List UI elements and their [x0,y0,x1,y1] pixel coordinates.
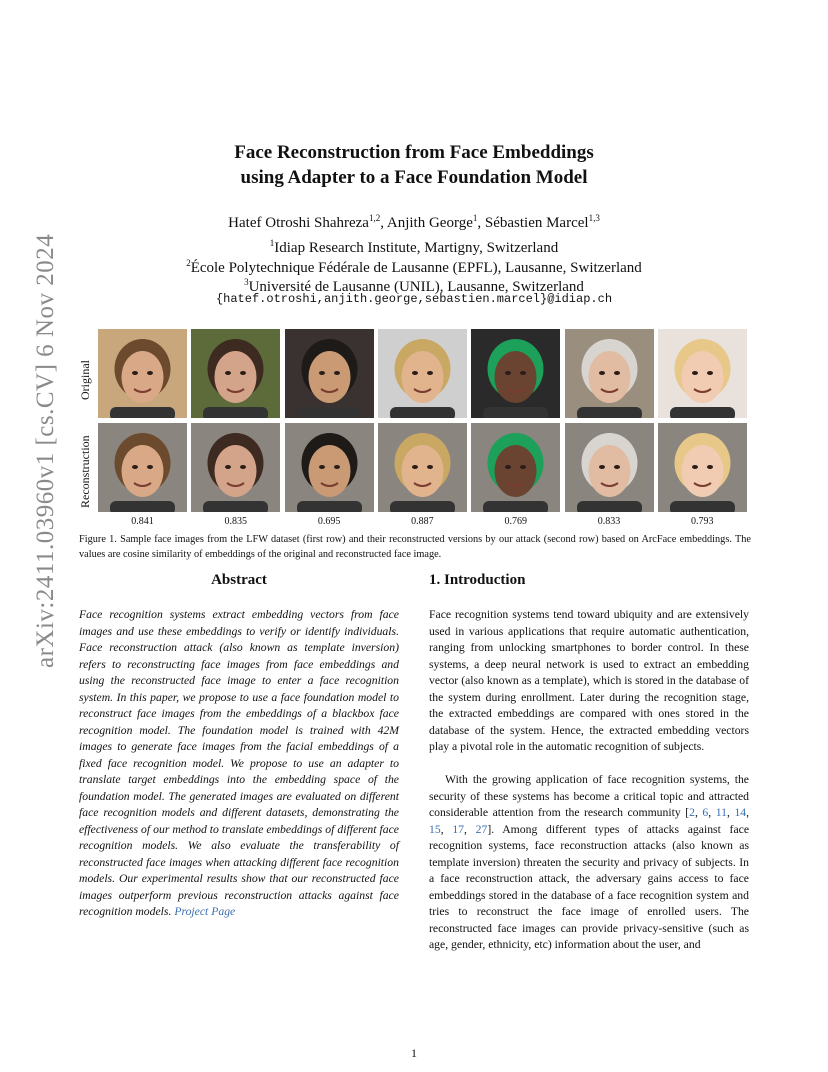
row-label-reconstruction: Reconstruction [78,435,92,508]
reconstructed-face-6 [565,423,654,512]
similarity-score-4: 0.887 [411,516,434,527]
affiliation-1-text: Idiap Research Institute, Martigny, Switzerland [274,240,559,256]
reconstructed-face-1 [98,423,187,512]
citation-14[interactable]: 14 [734,806,747,819]
reconstructed-face-5 [471,423,560,512]
abstract-body [79,607,399,921]
author-emails: {hatef.otroshi,anjith.george,sebastien.marcel}@idiap.ch [215,292,613,306]
similarity-score-5: 0.769 [504,516,527,527]
author-3: Sébastien Marcel [484,215,589,231]
author-list: Hatef Otroshi Shahreza$^{1,2}$, Anjith George$^1$, Sébastien Marcel$^{1,3}$ [228,213,600,231]
citation-2[interactable]: 2 [689,806,695,819]
reconstructed-face-2 [191,423,280,512]
arxiv-stamp: arXiv:2411.03960v1 [cs.CV] 6 Nov 2024 [32,233,59,668]
affiliation-3-sup: 3 [244,277,249,287]
citation-list: 2, 6, 11, 14, 15, 17, 27 [429,806,750,836]
project-page-link[interactable]: Project Page [174,905,236,918]
similarity-score-6: 0.833 [597,516,621,527]
original-face-2 [191,329,280,418]
citation-11[interactable]: 11 [715,806,727,819]
title-line-2: using Adapter to a Face Foundation Model [240,167,588,188]
reconstructed-face-7 [658,423,747,512]
row-label-original: Original [78,360,92,400]
author-1-sup: 1,2 [368,213,381,223]
reconstructed-face-3 [285,423,374,512]
affiliation-3-text: Université de Lausanne (UNIL), Lausanne, Switzerland [248,279,584,295]
original-face-7 [658,329,747,418]
original-face-3 [285,329,374,418]
intro-paragraph-1: Face recognition systems tend toward ubiquity and are extensively used in various applications that require automatic authentication, ranging from unlocking smartphones to border control. In these systems, a deep neural network is used to extract an embedding vector (also known as a template), which is stored in the database of the system during enrollment. Later during the recognition stage, the extracted embeddings are compared with ones stored in the database of the system. Hence, the extracted embedding vectors play a pivotal role in the automatic recognition of subjects. [429,608,749,753]
intro-paragraph-2 [429,772,749,954]
author-2-sup: 1 [472,213,478,223]
citation-6[interactable]: 6 [702,806,709,819]
affiliation-2-text: École Polytechnique Fédérale de Lausanne (EPFL), Lausanne, Switzerland [190,260,642,276]
similarity-score-7: 0.793 [691,516,714,527]
author-1: Hatef Otroshi Shahreza [228,215,369,231]
page-number: 1 [411,1046,417,1060]
similarity-score-1: 0.841 [131,516,154,527]
original-face-6 [565,329,654,418]
citation-27[interactable]: 27 [475,822,488,836]
citation-17[interactable]: 17 [452,822,465,836]
intro-p2-start: With the growing application of face recognition systems, the security of these systems has become a critical topic and attracted considerable attention from the research community [ [429,773,749,819]
abstract-heading: Abstract [211,572,267,588]
figure-caption: Figure 1. Sample face images from the LFW dataset (first row) and their reconstructed versions by our attack (second row) based on ArcFace embeddings. The values are cosine similarity of embeddings of the original and reconstructed face image. [79,534,751,560]
affiliation-1-sup: 1 [269,238,275,248]
similarity-score-3: 0.695 [317,516,341,527]
intro-p2-end: ]. Among different types of attacks against face recognition systems, face reconstruction attacks (also known as template inversion) threaten the security and privacy of subjects. In a face reconstruction attack, the adversary gains access to face embeddings stored in the database of a face recognition system and tries to reconstruct the face image of enrolled users. The reconstructed face images can provide privacy-sensitive (such as age, gender, ethnicity, etc) information about the user, and [429,822,750,951]
author-3-sup: 1,3 [588,213,600,223]
paper-title [120,140,708,190]
original-face-4 [378,329,467,418]
citation-15[interactable]: 15 [429,822,441,836]
similarity-score-2: 0.835 [224,516,248,527]
affiliation-2-sup: 2 [186,258,191,268]
reconstructed-face-4 [378,423,467,512]
abstract-text: Face recognition systems extract embedding vectors from face images and use these embeddings to verify or identify individuals. Face reconstruction attack (also known as template inversion) refers to reconstructing face images from face embeddings and using the reconstructed face image to enter a face recognition system. In this paper, we propose to use a face foundation model to reconstruct face images from the embeddings of a blackbox face recognition model. The foundation model is trained with 42M images to generate face images from the facial embeddings of a fixed face recognition model. We propose to use an adapter to translate target embeddings into the embedding space of the foundation model. The generated images are evaluated on different face recognition models and different datasets, demonstrating the effectiveness of our method to translate embeddings of different face recognition models. We also evaluate the transferability of reconstructed face images when attacking different face recognition models. Our experimental results show that our reconstructed face images outperform previous reconstruction attacks against face recognition models. [79,608,399,918]
title-line-1: Face Reconstruction from Face Embeddings [234,142,594,163]
original-face-5 [471,329,560,418]
author-2: Anjith George [386,215,473,231]
original-face-1 [98,329,187,418]
intro-heading: 1. Introduction [429,572,526,588]
